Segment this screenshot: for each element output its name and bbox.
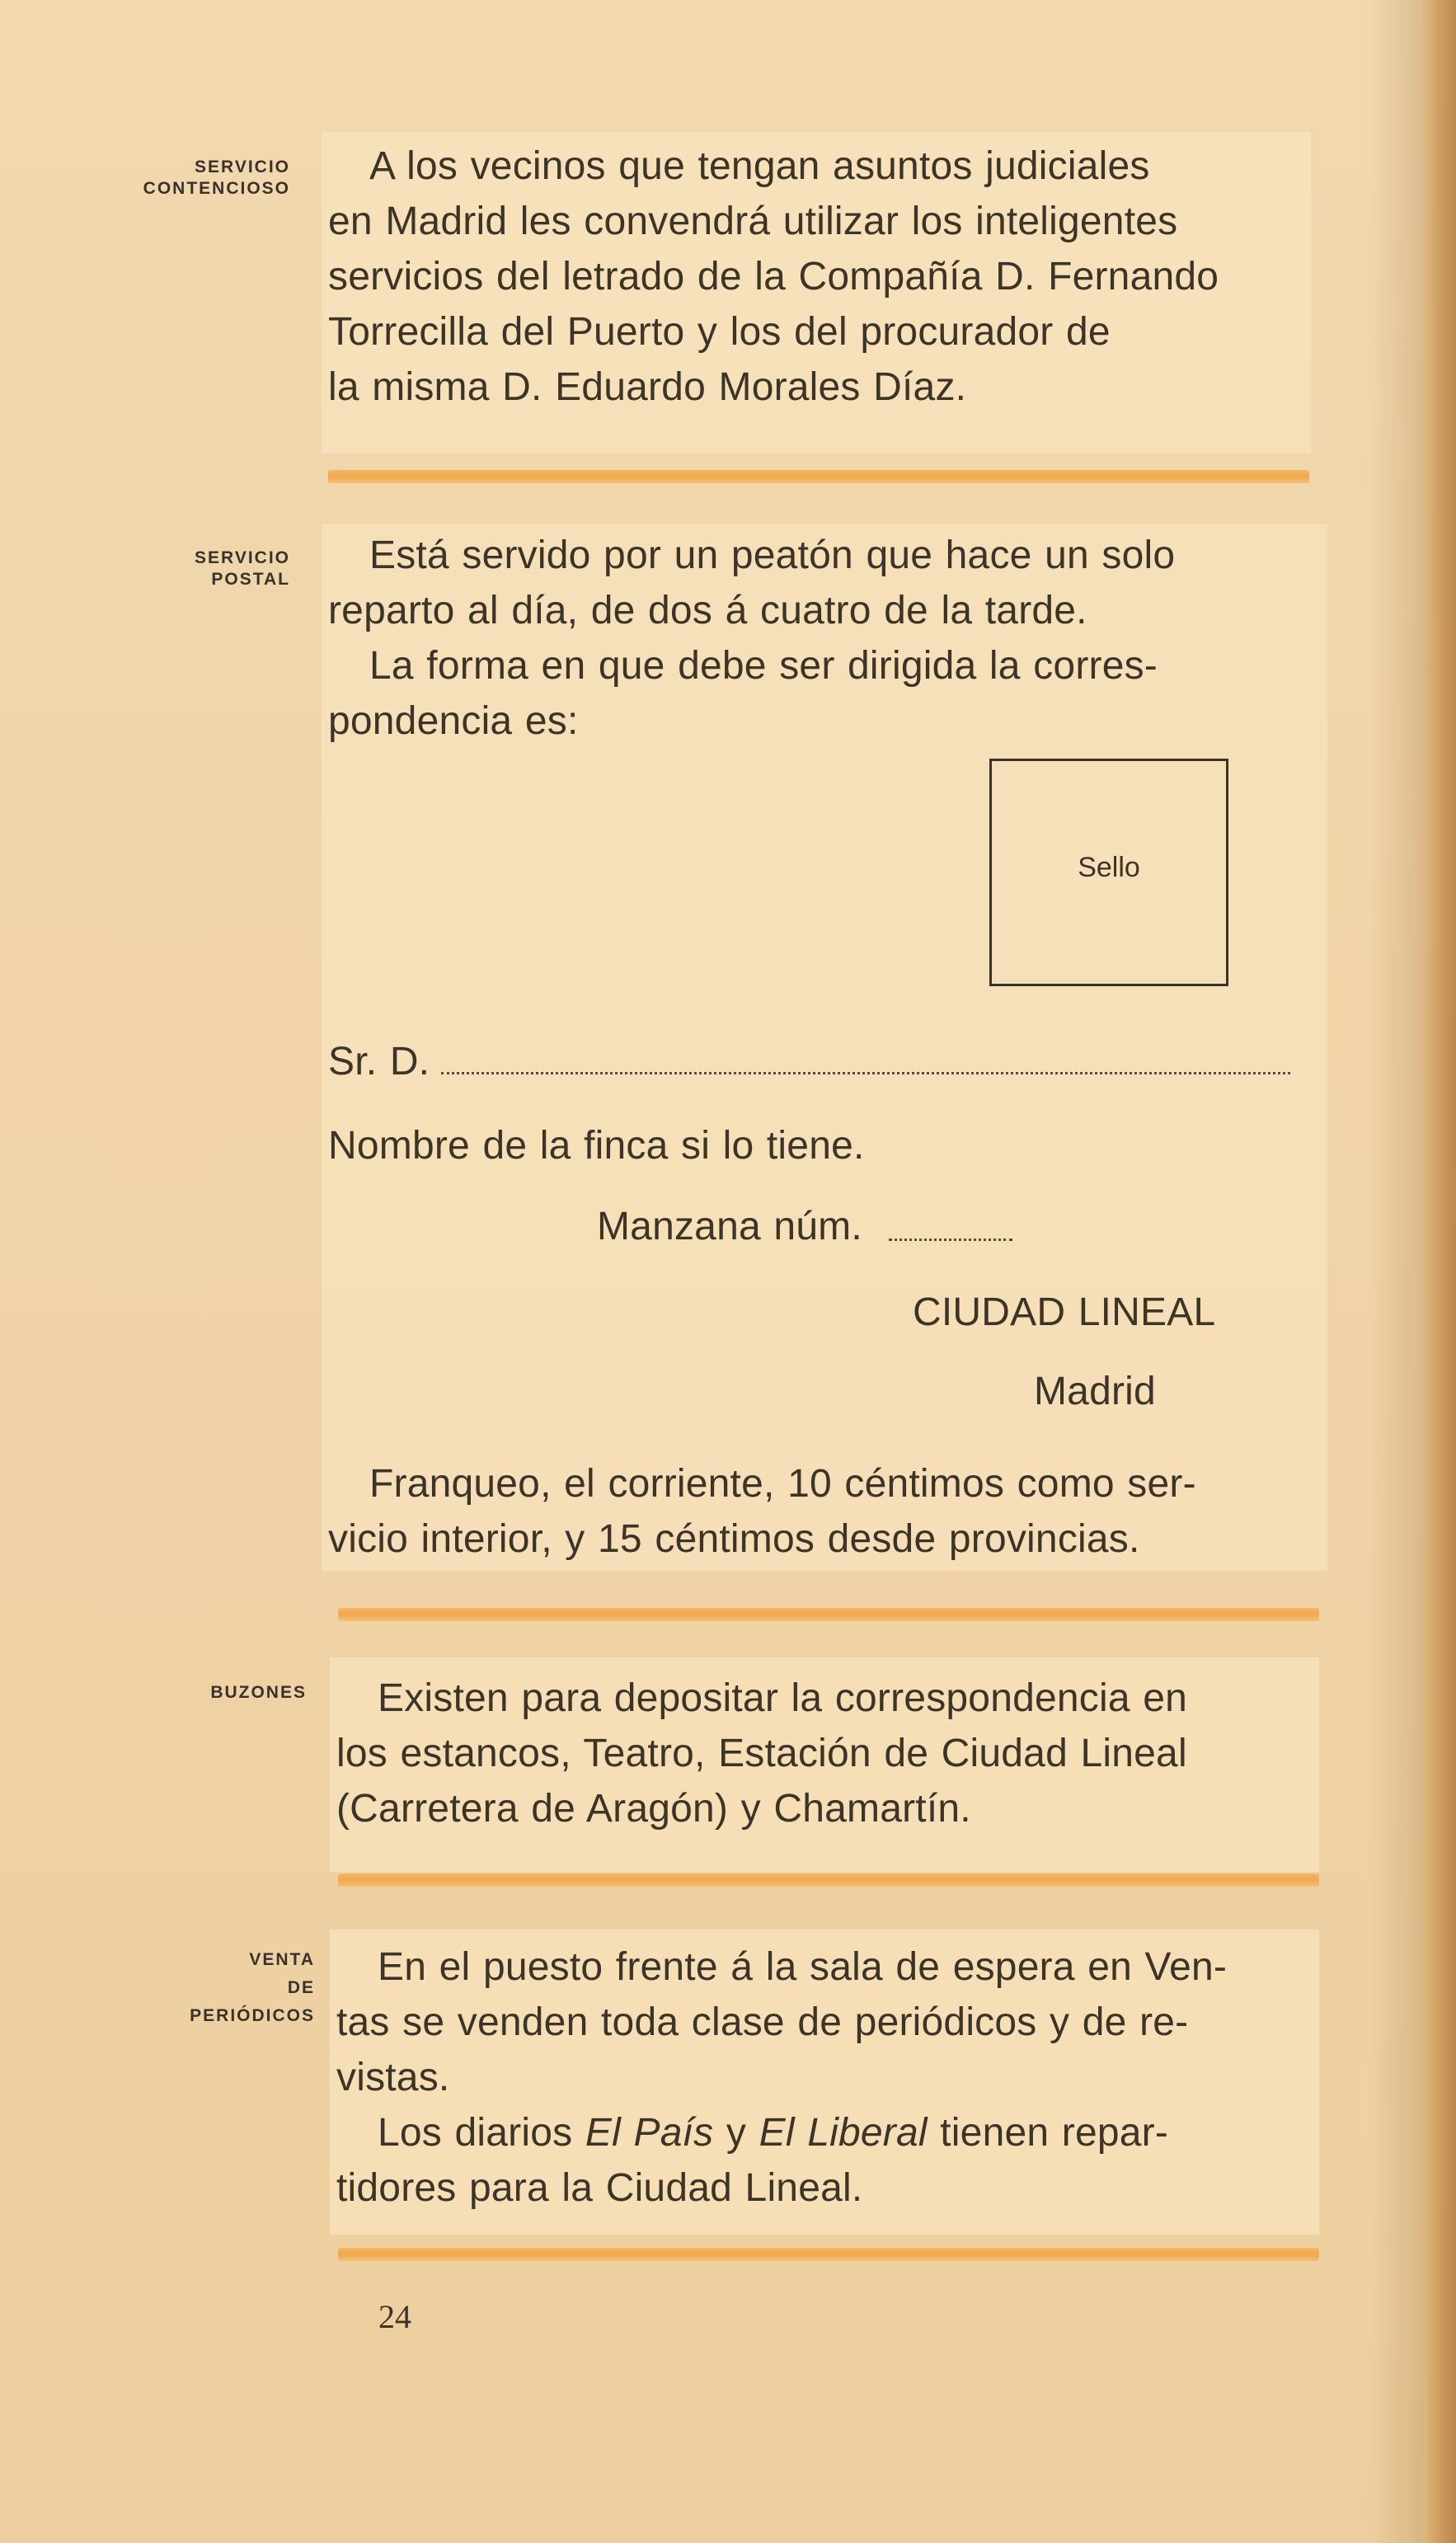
periodicos-line: vistas. [336,2056,450,2099]
page-number: 24 [378,2298,411,2335]
address-leader-dots [441,1072,1290,1074]
section-divider [328,470,1309,483]
buzones-line: (Carretera de Aragón) y Chamartín. [336,1787,971,1831]
stamp-box [989,759,1228,986]
section-divider [338,2248,1319,2261]
postage-line: vicio interior, y 15 céntimos desde provincias. [328,1517,1140,1561]
periodicos-label-line2: DE [287,1978,315,1997]
buzones-line: los estancos, Teatro, Estación de Ciudad Lineal [336,1732,1187,1775]
postal-paragraph [328,528,1309,749]
contencioso-label [99,155,290,201]
address-line-ciudad-lineal: CIUDAD LINEAL [913,1290,1216,1334]
contencioso-label-line1: SERVICIO [195,157,290,176]
periodicos-label-line1: VENTA [249,1950,315,1969]
contencioso-line: A los vecinos que tengan asuntos judiciales [369,144,1150,188]
postal-label-line2: POSTAL [211,570,290,589]
postal-label [99,546,290,592]
buzones-label: BUZONES [210,1683,307,1702]
buzones-line: Existen para depositar la correspondencia en [378,1676,1188,1720]
periodicos-label-line3: PERIÓDICOS [190,2006,315,2025]
newspaper-title-el-liberal: El Liberal [759,2111,928,2155]
periodicos-line: En el puesto frente á la sala de espera en Ven- [378,1945,1228,1989]
address-line-madrid: Madrid [1034,1370,1156,1413]
address-line-manzana: Manzana núm. [597,1205,862,1248]
address-line-finca: Nombre de la finca si lo tiene. [328,1124,865,1168]
contencioso-line: servicios del letrado de la Compañía D. Fernando [328,255,1219,298]
periodicos-text: Los diarios [378,2111,585,2155]
newspaper-title-el-pais: El País [585,2111,714,2155]
section-divider [338,1873,1319,1887]
contencioso-paragraph [328,139,1309,415]
periodicos-line: tidores para la Ciudad Lineal. [336,2166,863,2210]
page-edge-shadow [1423,0,1456,2543]
contencioso-label-line2: CONTENCIOSO [143,179,290,198]
periodicos-paragraph [336,1939,1317,2216]
postal-line: Está servido por un peatón que hace un solo [369,534,1176,577]
postal-label-line1: SERVICIO [195,548,290,567]
contencioso-line: Torrecilla del Puerto y los del procurador de [328,310,1111,354]
address-line-sr-d: Sr. D. [328,1040,430,1083]
postal-line: La forma en que debe ser dirigida la corres- [369,644,1158,688]
postage-paragraph [328,1456,1309,1567]
periodicos-label [99,1948,315,2028]
section-divider [338,1608,1319,1621]
postage-line: Franqueo, el corriente, 10 céntimos como ser- [369,1462,1196,1506]
periodicos-text: tienen repar- [927,2111,1169,2155]
manzana-leader-dots [889,1239,1012,1241]
contencioso-line: la misma D. Eduardo Morales Díaz. [328,365,967,409]
periodicos-line: tas se venden toda clase de periódicos y de re- [336,2000,1189,2044]
periodicos-line-diarios [336,2105,1317,2160]
buzones-paragraph [336,1671,1317,1836]
postal-line: pondencia es: [328,699,579,743]
contencioso-line: en Madrid les convendrá utilizar los inteligentes [328,200,1178,243]
periodicos-text: y [713,2111,759,2155]
stamp-label: Sello [1078,852,1140,883]
postal-line: reparto al día, de dos á cuatro de la tarde. [328,589,1087,632]
